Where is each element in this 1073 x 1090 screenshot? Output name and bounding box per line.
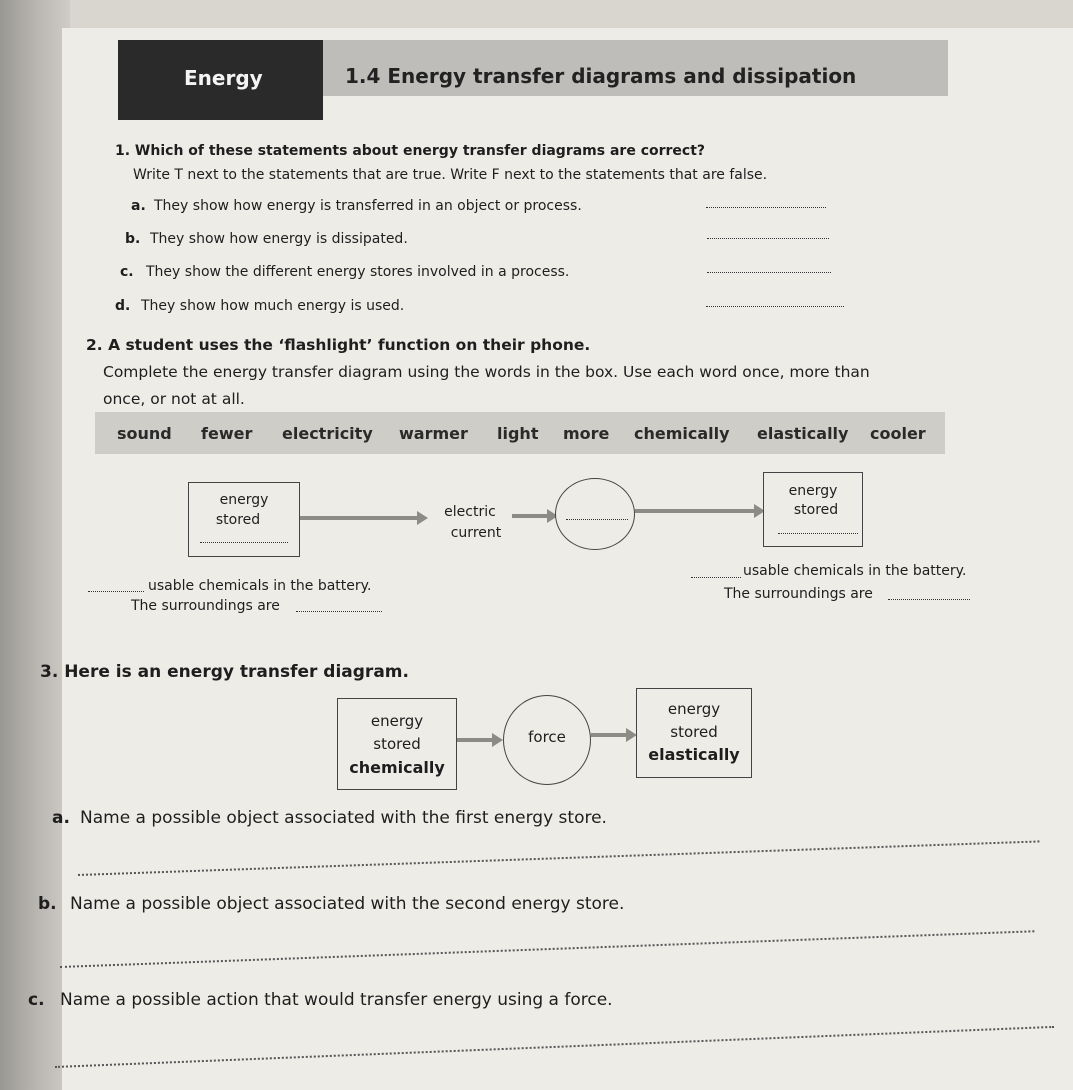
word-warmer: warmer <box>399 424 468 443</box>
q3-arrow-1 <box>457 738 493 742</box>
word-cooler: cooler <box>870 424 926 443</box>
word-electricity: electricity <box>282 424 373 443</box>
q3-store2-line1: energy <box>667 700 721 718</box>
q2-question: 2. A student uses the ‘flashlight’ function on their phone. <box>86 336 591 354</box>
q3-part-a-text: Name a possible object associated with the first energy store. <box>80 808 607 828</box>
q1-item-b-label: b. <box>125 231 141 247</box>
q2-store1-line2: stored <box>215 512 261 528</box>
q1-answer-c[interactable] <box>707 272 831 273</box>
q1-item-d-label: d. <box>115 298 131 314</box>
q3-transfer-label: force <box>528 728 566 746</box>
q2-transfer2-circle <box>555 478 635 550</box>
word-chemically: chemically <box>634 424 730 443</box>
q2-caption-right-answer2[interactable] <box>888 599 970 600</box>
word-more: more <box>563 424 610 443</box>
q1-item-c-text: They show the different energy stores involved in a process. <box>146 264 570 280</box>
q2-store1-answer[interactable] <box>200 542 288 543</box>
word-fewer: fewer <box>201 424 253 443</box>
q3-store2-line3: elastically <box>648 745 740 764</box>
q2-caption-right-answer1[interactable] <box>691 577 741 578</box>
q3-store1-line3: chemically <box>349 758 445 777</box>
q2-caption-left-1: usable chemicals in the battery. <box>148 578 372 594</box>
q3-part-b-label: b. <box>38 894 57 914</box>
q1-answer-a[interactable] <box>706 207 826 208</box>
q1-item-a-text: They show how energy is transferred in an object or process. <box>154 198 582 214</box>
q2-caption-right-1: usable chemicals in the battery. <box>743 563 967 579</box>
q1-answer-b[interactable] <box>707 238 829 239</box>
page-title: 1.4 Energy transfer diagrams and dissipation <box>345 64 857 88</box>
q1-item-d-text: They show how much energy is used. <box>141 298 405 314</box>
q2-transfer2-answer[interactable] <box>566 519 628 520</box>
worksheet-page <box>62 28 1073 1090</box>
q2-store2-line2: stored <box>793 502 839 518</box>
left-page-edge <box>0 0 70 1090</box>
q2-store2-answer[interactable] <box>778 533 858 534</box>
q2-transfer1-line1: electric <box>444 504 496 520</box>
q2-instruction-line1: Complete the energy transfer diagram using the words in the box. Use each word once, more than <box>103 363 870 381</box>
word-sound: sound <box>117 424 172 443</box>
q2-transfer1-line2: current <box>450 525 502 541</box>
q2-instruction-line2: once, or not at all. <box>103 390 245 408</box>
word-elastically: elastically <box>757 424 849 443</box>
q2-arrow-2 <box>512 514 548 518</box>
q3-arrow-2 <box>591 733 627 737</box>
q3-part-b-text: Name a possible object associated with the second energy store. <box>70 894 625 914</box>
q2-caption-right-2: The surroundings are <box>724 586 873 602</box>
q1-item-c-label: c. <box>120 264 134 280</box>
q1-instruction: Write T next to the statements that are true. Write F next to the statements that are false. <box>133 167 768 183</box>
q1-item-a-label: a. <box>131 198 146 214</box>
q2-store2-line1: energy <box>788 483 838 499</box>
word-light: light <box>497 424 539 443</box>
header-topic: Energy <box>184 66 263 90</box>
q2-arrow-3 <box>635 509 755 513</box>
q3-part-c-text: Name a possible action that would transfer energy using a force. <box>60 990 613 1010</box>
q3-part-c-label: c. <box>28 990 45 1010</box>
q1-answer-d[interactable] <box>706 306 844 307</box>
q3-part-a-label: a. <box>52 808 70 828</box>
q3-store2-line2: stored <box>670 723 718 741</box>
q3-store1-line1: energy <box>370 712 424 730</box>
q3-store1-line2: stored <box>373 735 421 753</box>
q3-question: 3. Here is an energy transfer diagram. <box>40 662 409 682</box>
q2-caption-left-2: The surroundings are <box>131 598 280 614</box>
q2-arrow-1 <box>300 516 418 520</box>
q2-caption-left-answer2[interactable] <box>296 611 382 612</box>
q1-question: 1. Which of these statements about energy transfer diagrams are correct? <box>115 143 706 159</box>
q1-item-b-text: They show how energy is dissipated. <box>150 231 408 247</box>
q2-store1-line1: energy <box>219 492 269 508</box>
q2-caption-left-answer1[interactable] <box>88 591 144 592</box>
